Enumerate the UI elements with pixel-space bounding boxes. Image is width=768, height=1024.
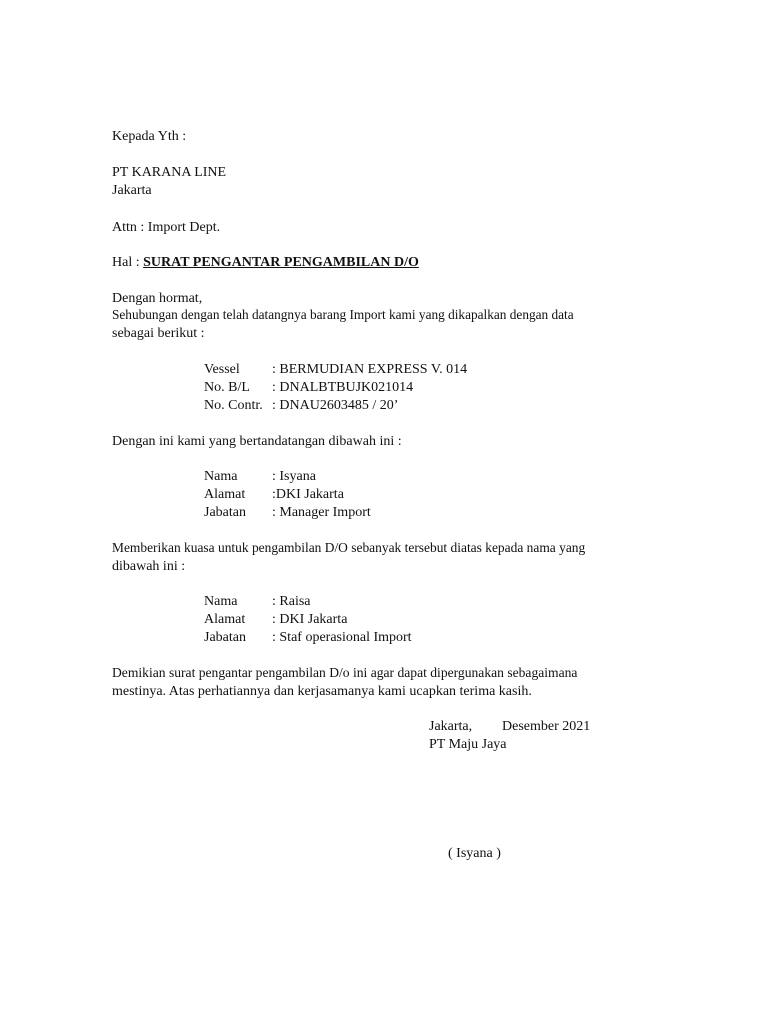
intro-line-1: Sehubungan dengan telah datangnya barang Import kami yang dikapalkan dengan data (112, 308, 574, 323)
intro-line-2: sebagai berikut : (112, 326, 205, 341)
grantee-value: : Staf operasional Import (272, 630, 412, 645)
subject-title: SURAT PENGANTAR PENGAMBILAN D/O (143, 255, 419, 270)
grantor-value: :DKI Jakarta (272, 487, 344, 502)
grantor-value: : Isyana (272, 469, 316, 484)
subject-prefix: Hal : (112, 255, 144, 270)
grantee-label: Alamat (204, 612, 246, 627)
grantee-value: : DKI Jakarta (272, 612, 348, 627)
authorize-line-2: dibawah ini : (112, 559, 186, 574)
shipment-value: : DNAU2603485 / 20’ (272, 398, 399, 413)
undersigned-intro: Dengan ini kami yang bertandatangan dibawah ini : (112, 434, 402, 449)
salutation: Kepada Yth : (112, 129, 187, 144)
shipment-label: No. B/L (204, 380, 250, 395)
shipment-label: Vessel (204, 362, 240, 377)
recipient-company: PT KARANA LINE (112, 165, 227, 180)
closing-line-2: mestinya. Atas perhatiannya dan kerjasamanya kami ucapkan terima kasih. (112, 684, 532, 699)
grantee-value: : Raisa (272, 594, 311, 609)
grantor-label: Nama (204, 469, 238, 484)
recipient-city: Jakarta (112, 183, 152, 198)
shipment-value: : BERMUDIAN EXPRESS V. 014 (272, 362, 468, 377)
grantor-value: : Manager Import (272, 505, 371, 520)
shipment-value: : DNALBTBUJK021014 (272, 380, 414, 395)
signer-name: ( Isyana ) (448, 846, 501, 861)
grantor-label: Jabatan (204, 505, 246, 520)
grantee-label: Jabatan (204, 630, 246, 645)
greeting: Dengan hormat, (112, 291, 203, 306)
signature-place: Jakarta, (429, 719, 473, 734)
subject-line (112, 254, 419, 272)
closing-line-1: Demikian surat pengantar pengambilan D/o ini agar dapat dipergunakan sebagaimana (112, 666, 578, 681)
signature-date: Desember 2021 (502, 719, 591, 734)
attn-line: Attn : Import Dept. (112, 220, 221, 235)
shipment-label: No. Contr. (204, 398, 263, 413)
authorize-line-1: Memberikan kuasa untuk pengambilan D/O sebanyak tersebut diatas kepada nama yang (112, 541, 586, 556)
signature-company: PT Maju Jaya (429, 737, 507, 752)
grantee-label: Nama (204, 594, 238, 609)
grantor-label: Alamat (204, 487, 246, 502)
